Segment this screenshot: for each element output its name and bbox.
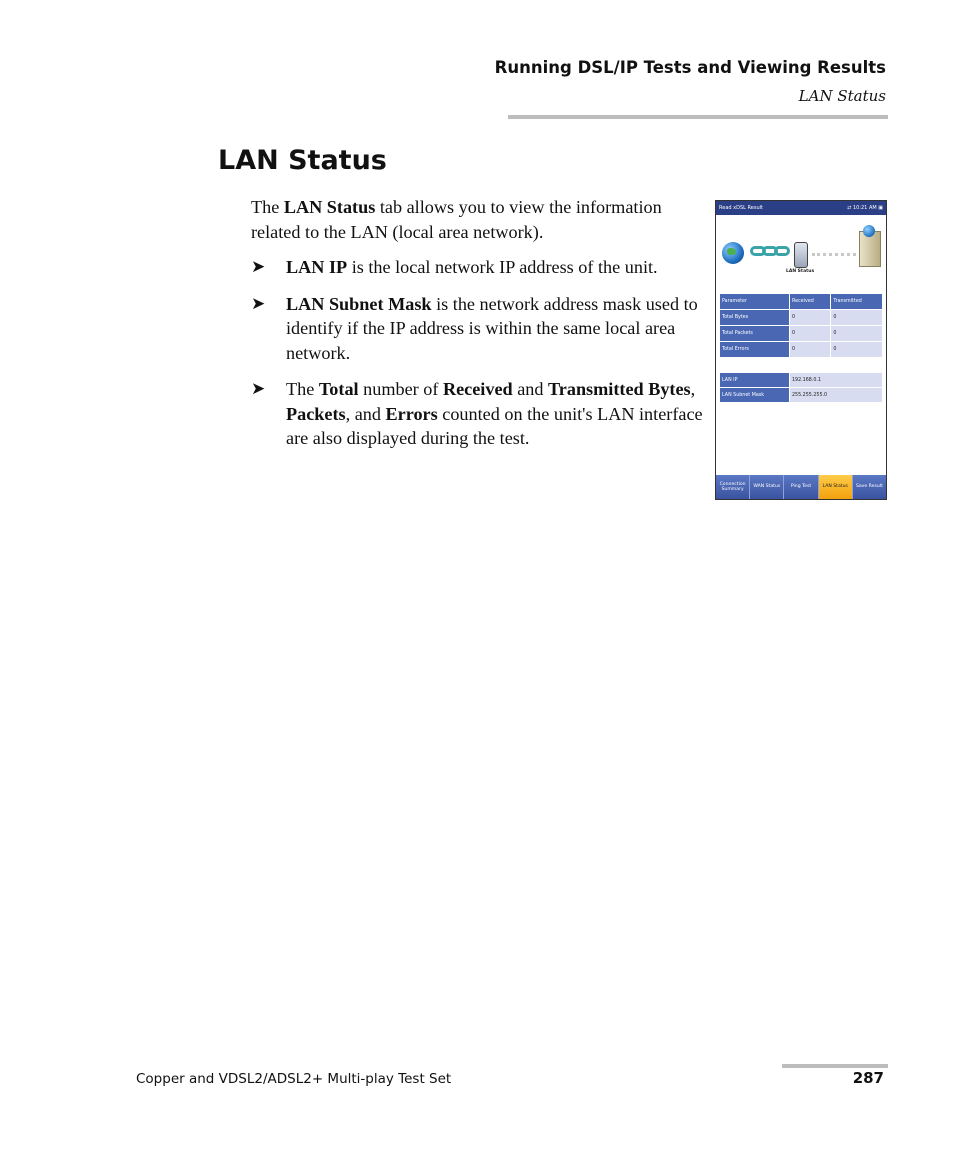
globe-icon: [722, 242, 744, 264]
bold-term: Total: [318, 379, 359, 399]
bullet-lan-subnet-mask: [251, 292, 713, 366]
text: The: [286, 379, 319, 399]
device-clock: ⇄ 10:21 AM ▣: [847, 205, 883, 211]
device-tab-bar: [716, 475, 886, 499]
connection-dots: [812, 253, 856, 256]
table-row: [720, 310, 883, 326]
text: counted on the unit's LAN interface are also displayed during the test.: [286, 403, 703, 448]
device-title-bar: [716, 201, 886, 215]
bold-term: Packets: [286, 403, 346, 424]
row-label: Total Packets: [720, 326, 790, 342]
table-header-row: [720, 294, 883, 310]
text: is the local network IP address of the unit.: [347, 257, 658, 277]
network-diagram: [716, 215, 886, 277]
network-label: LAN Status: [786, 269, 815, 274]
bold-term: LAN Status: [283, 197, 376, 217]
tab-save-result[interactable]: Save Result: [853, 475, 886, 499]
device-icon: [794, 242, 808, 268]
traffic-table: [719, 293, 883, 358]
header-rule: [508, 115, 888, 119]
bold-term: Errors: [385, 403, 438, 424]
table-row: [720, 388, 883, 403]
row-label: Total Errors: [720, 342, 790, 358]
lan-mask-value: 255.255.255.0: [790, 388, 883, 403]
table-row: [720, 326, 883, 342]
tab-lan-status[interactable]: LAN Status: [819, 475, 853, 499]
tab-ping-test[interactable]: Ping Test: [784, 475, 818, 499]
lan-info-table: [719, 372, 883, 403]
lan-ip-label: LAN IP: [720, 373, 790, 388]
text: number of: [358, 379, 443, 399]
footer-product-name: Copper and VDSL2/ADSL2+ Multi-play Test Set: [136, 1071, 452, 1087]
running-header-section: LAN Status: [798, 87, 886, 105]
running-header-chapter: Running DSL/IP Tests and Viewing Results: [494, 58, 886, 77]
arrow-bullet-icon: ➤: [251, 257, 266, 277]
lan-ip-value: 192.168.0.1: [790, 373, 883, 388]
table-row: [720, 342, 883, 358]
device-screenshot: [715, 200, 887, 500]
text: The: [251, 197, 284, 217]
body-text: [251, 195, 713, 463]
arrow-bullet-icon: ➤: [251, 379, 266, 399]
row-label: Total Bytes: [720, 310, 790, 326]
device-title: Read xDSL Result: [719, 205, 763, 211]
bold-term: LAN Subnet Mask: [286, 293, 432, 314]
arrow-bullet-icon: ➤: [251, 293, 266, 314]
col-header: Received: [790, 294, 831, 310]
bullet-lan-ip: [251, 255, 713, 280]
transmitted-value: 0: [831, 310, 883, 326]
bullet-list: [251, 255, 713, 451]
tab-connection-summary[interactable]: Connection Summary: [716, 475, 750, 499]
bold-term: Received: [442, 379, 513, 399]
page-title: LAN Status: [218, 145, 387, 176]
lan-mask-label: LAN Subnet Mask: [720, 388, 790, 403]
col-header: Transmitted: [831, 294, 883, 310]
table-row: [720, 373, 883, 388]
text: is the network address mask used to identify if the IP address is within the same local area network.: [286, 293, 698, 363]
tab-wan-status[interactable]: WAN Status: [750, 475, 784, 499]
bold-term: LAN IP: [286, 257, 348, 277]
page-number: 287: [852, 1069, 884, 1087]
text: ,: [690, 379, 696, 399]
transmitted-value: 0: [831, 342, 883, 358]
intro-paragraph: [251, 195, 713, 244]
col-header: Parameter: [720, 294, 790, 310]
text: , and: [345, 403, 386, 424]
received-value: 0: [790, 342, 831, 358]
server-icon: [859, 231, 881, 267]
text: tab allows you to view the information related to the LAN (local area network).: [251, 197, 662, 242]
chain-link-icon: [750, 246, 790, 258]
received-value: 0: [790, 310, 831, 326]
received-value: 0: [790, 326, 831, 342]
transmitted-value: 0: [831, 326, 883, 342]
text: and: [512, 379, 548, 399]
bold-term: Transmitted Bytes: [548, 379, 691, 399]
bullet-totals: [251, 377, 713, 451]
footer-rule: [782, 1064, 888, 1068]
